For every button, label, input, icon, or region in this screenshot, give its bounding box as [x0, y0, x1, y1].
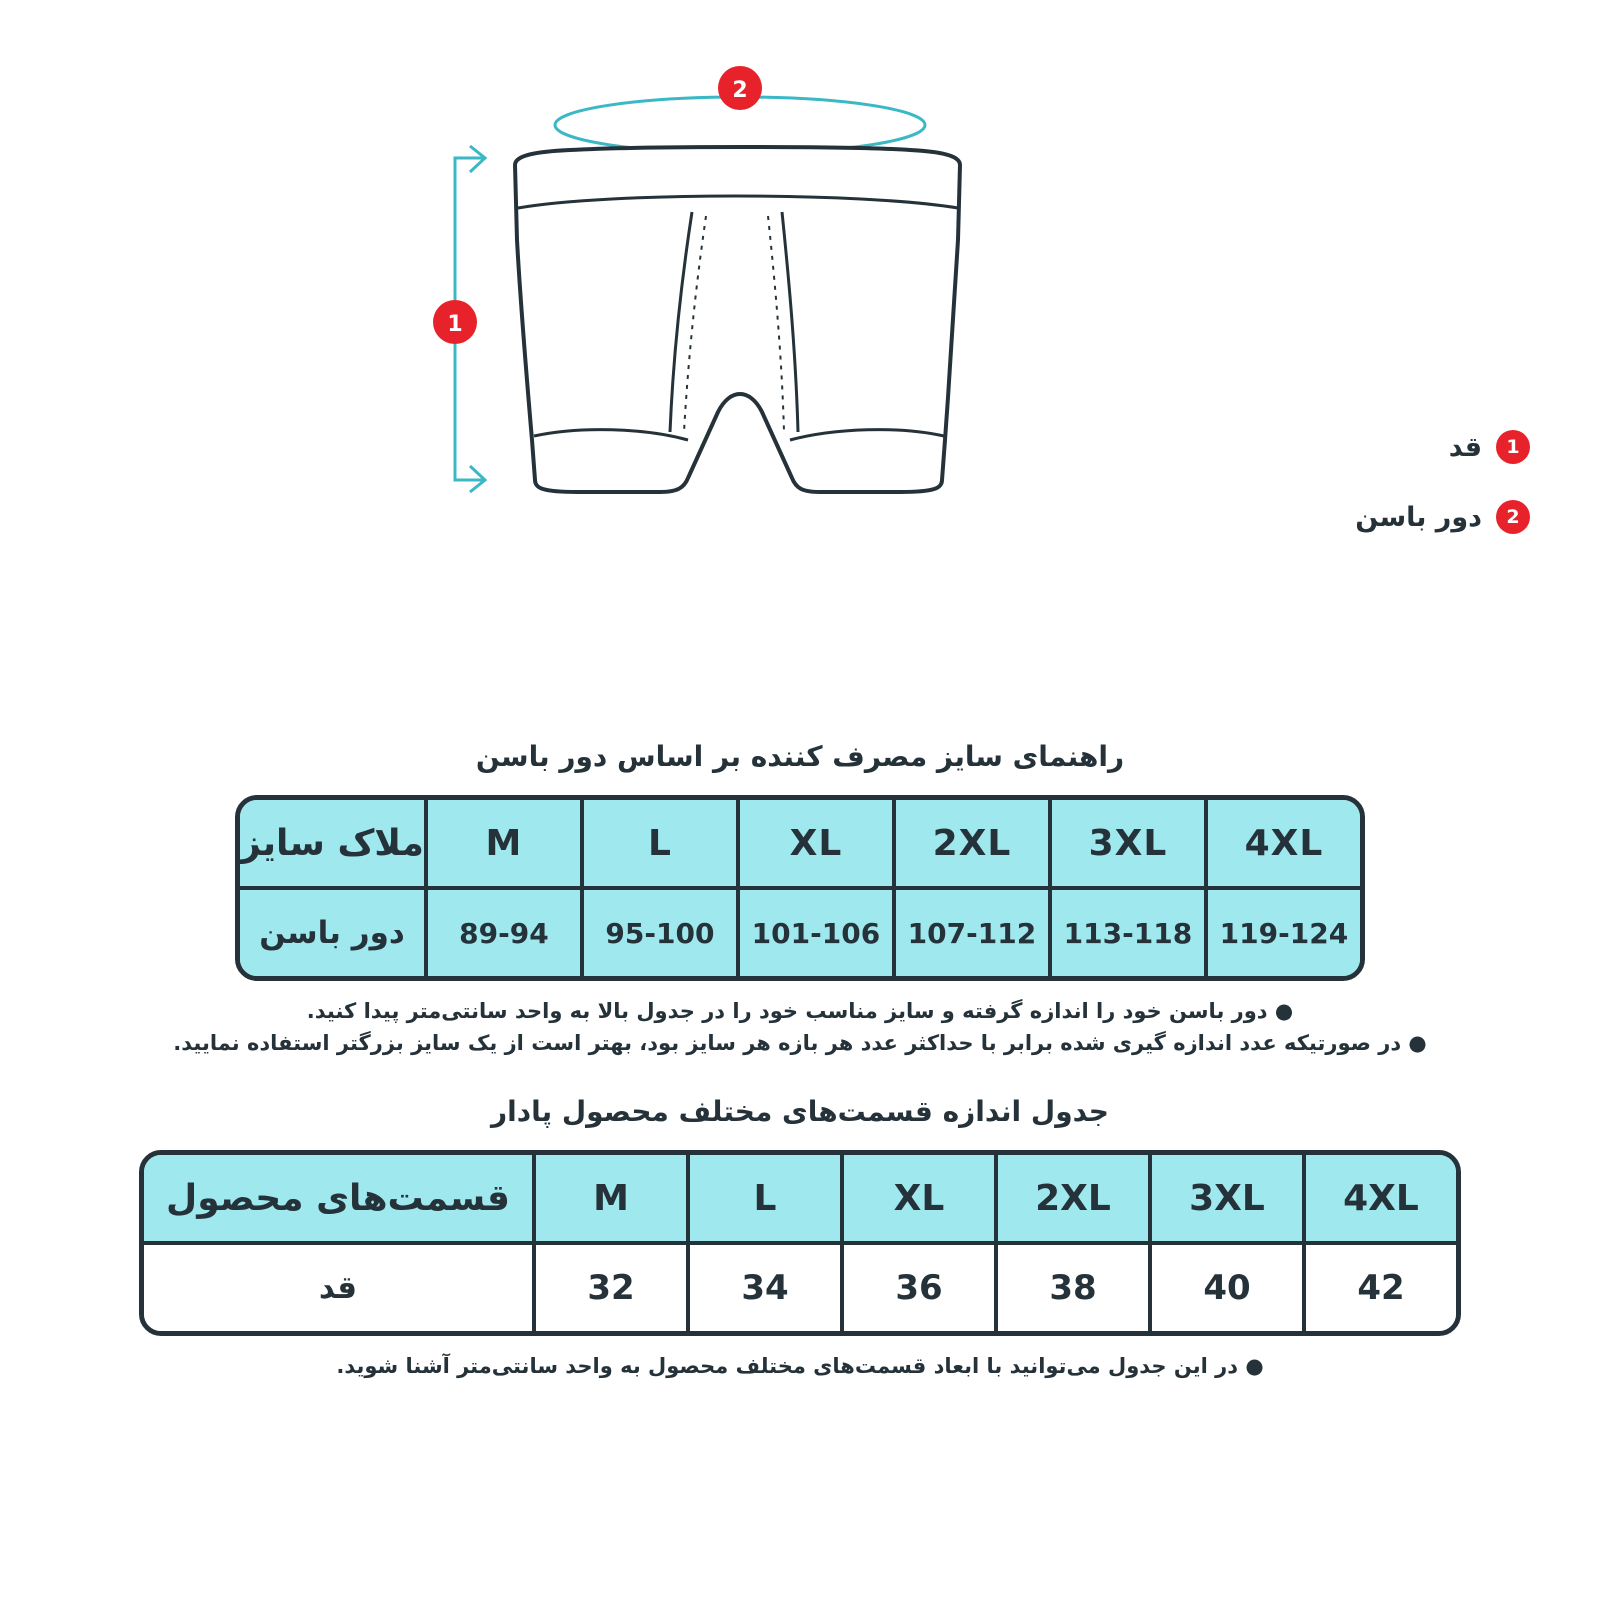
- size-header-2xl: 2XL: [892, 800, 1048, 890]
- size-illustration: [0, 40, 1600, 600]
- legend-item-hip: [1270, 500, 1530, 534]
- consumer-note-1: ● دور باسن خود را اندازه گرفته و سایز مناسب خود را در جدول بالا به واحد سانتی‌متر پیدا کنید.: [306, 999, 1294, 1023]
- length-value-3xl: 40: [1148, 1245, 1302, 1331]
- legend-badge-2-icon: 2: [1496, 500, 1530, 534]
- hip-value-l: 95-100: [580, 890, 736, 976]
- size-header-l: L: [580, 800, 736, 890]
- product-size-header-l: L: [686, 1155, 840, 1245]
- product-size-section: [0, 1095, 1600, 1386]
- length-value-4xl: 42: [1302, 1245, 1456, 1331]
- consumer-size-section: [0, 740, 1600, 1063]
- consumer-size-table: [235, 795, 1365, 981]
- hip-value-3xl: 113-118: [1048, 890, 1204, 976]
- size-header-m: M: [424, 800, 580, 890]
- table-row: [240, 890, 1360, 976]
- consumer-note-2: ● در صورتیکه عدد اندازه گیری شده برابر با حداکثر عدد هر بازه هر سایز بود، بهتر است از یک سایز بزرگتر استفاده نمایید.: [173, 1031, 1427, 1055]
- legend-label-hip: دور باسن: [1355, 501, 1482, 533]
- hip-row-label: دور باسن: [240, 890, 424, 976]
- product-table-title: جدول اندازه قسمت‌های مختلف محصول پادار: [491, 1095, 1109, 1128]
- product-size-header-4xl: 4XL: [1302, 1155, 1456, 1245]
- criteria-header: ملاک سایز: [240, 800, 424, 890]
- product-parts-header: قسمت‌های محصول: [144, 1155, 532, 1245]
- length-value-l: 34: [686, 1245, 840, 1331]
- table-header-row: [144, 1155, 1456, 1245]
- size-header-3xl: 3XL: [1048, 800, 1204, 890]
- boxer-diagram-svg: [430, 40, 1050, 560]
- hip-value-xl: 101-106: [736, 890, 892, 976]
- product-note-1: ● در این جدول می‌توانید با ابعاد قسمت‌های مختلف محصول به واحد سانتی‌متر آشنا شوید.: [336, 1354, 1264, 1378]
- product-size-header-m: M: [532, 1155, 686, 1245]
- length-value-m: 32: [532, 1245, 686, 1331]
- legend-badge-1-icon: 1: [1496, 430, 1530, 464]
- length-value-xl: 36: [840, 1245, 994, 1331]
- legend: [1270, 430, 1530, 570]
- table-row: [144, 1245, 1456, 1331]
- product-size-header-xl: XL: [840, 1155, 994, 1245]
- product-size-header-2xl: 2XL: [994, 1155, 1148, 1245]
- legend-label-height: قد: [1448, 431, 1482, 463]
- product-size-table: [139, 1150, 1461, 1336]
- table-header-row: [240, 800, 1360, 890]
- svg-text:2: 2: [732, 78, 748, 103]
- hip-value-2xl: 107-112: [892, 890, 1048, 976]
- length-row-label: قد: [144, 1245, 532, 1331]
- length-value-2xl: 38: [994, 1245, 1148, 1331]
- size-header-4xl: 4XL: [1204, 800, 1360, 890]
- product-size-header-3xl: 3XL: [1148, 1155, 1302, 1245]
- size-header-xl: XL: [736, 800, 892, 890]
- legend-item-height: [1270, 430, 1530, 464]
- hip-value-4xl: 119-124: [1204, 890, 1360, 976]
- consumer-table-title: راهنمای سایز مصرف کننده بر اساس دور باسن: [475, 740, 1125, 773]
- hip-value-m: 89-94: [424, 890, 580, 976]
- consumer-notes: [0, 999, 1600, 1055]
- product-notes: [0, 1354, 1600, 1378]
- svg-text:1: 1: [447, 312, 463, 337]
